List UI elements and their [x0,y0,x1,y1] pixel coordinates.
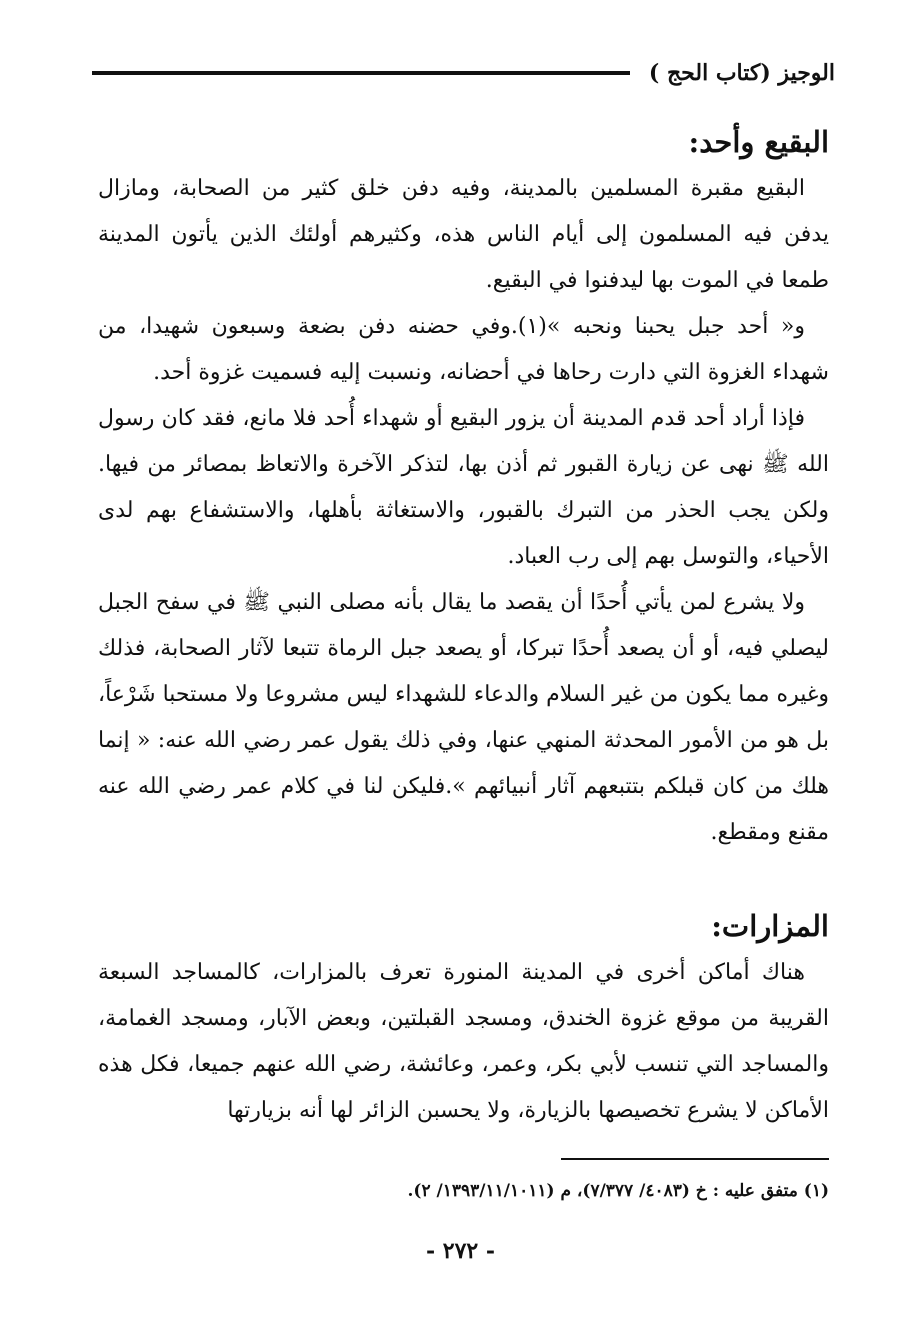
paragraph: ولا يشرع لمن يأتي أُحدًا أن يقصد ما يقال بأنه مصلى النبي ﷺ في سفح الجبل ليصلي فيه، أو أن يصعد أُحدًا تبركا، أو يصعد جبل الرماة تتبعا لآثار الصحابة، فذلك وغيره مما يكون من غير السلام والدعاء للشهداء ليس مشروعا ولا مستحبا شَرْعاً، بل هو من الأمور المحدثة المنهي عنها، وفي ذلك يقول عمر رضي الله عنه: « إنما هلك من كان قبلكم بتتبعهم آثار أنبيائهم ».فليكن لنا في كلام عمر رضي الله عنه مقنع ومقطع. [98,590,829,845]
footnote-rule [561,1158,829,1160]
paragraph: فإذا أراد أحد قدم المدينة أن يزور البقيع أو شهداء أُحد فلا مانع، فقد كان رسول الله ﷺ نهى عن زيارة القبور ثم أذن بها، لتذكر الآخرة والاتعاظ بمصائر من فيها. ولكن يجب الحذر من التبرك بالقبور، والاستغاثة بأهلها، والاستشفاع بهم لدى الأحياء، والتوسل بهم إلى رب العباد. [98,406,829,569]
section-heading-baqi-uhud: البقيع وأحد: [688,125,829,159]
running-title: الوجيز (كتاب الحج ) [637,58,835,88]
paragraph: هناك أماكن أخرى في المدينة المنورة تعرف بالمزارات، كالمساجد السبعة القريبة من موقع غزوة الخندق، ومسجد القبلتين، وبعض الآبار، ومسجد الغمامة، والمساجد التي تنسب لأبي بكر، وعمر، وعائشة، رضي الله عنهم جميعا، فكل هذه الأماكن لا يشرع تخصيصها بالزيارة، ولا يحسبن الزائر لها أنه بزيارتها [98,960,829,1123]
section-gap [98,856,829,902]
header-rule [92,71,630,75]
paragraph: و« أحد جبل يحبنا ونحبه »(١).وفي حضنه دفن بضعة وسبعون شهيدا، من شهداء الغزوة التي دارت رحاها في أحضانه، ونسبت إليه فسميت غزوة أحد. [98,314,829,385]
page-body [98,118,829,1134]
paragraph: البقيع مقبرة المسلمين بالمدينة، وفيه دفن خلق كثير من الصحابة، ومازال يدفن فيه المسلمون إلى أيام الناس هذه، وكثيرهم أولئك الذين يأتون المدينة طمعا في الموت بها ليدفنوا في البقيع. [98,176,829,293]
page-number: - ٢٧٢ - [425,1238,496,1264]
section-heading-mazarat: المزارات: [711,909,829,943]
footnote: (١) متفق عليه : خ (٤٠٨٣/ ٧/٣٧٧)، م (١٣٩٣/١١/١٠١١/ ٢). [407,1181,829,1201]
running-header [92,58,835,94]
